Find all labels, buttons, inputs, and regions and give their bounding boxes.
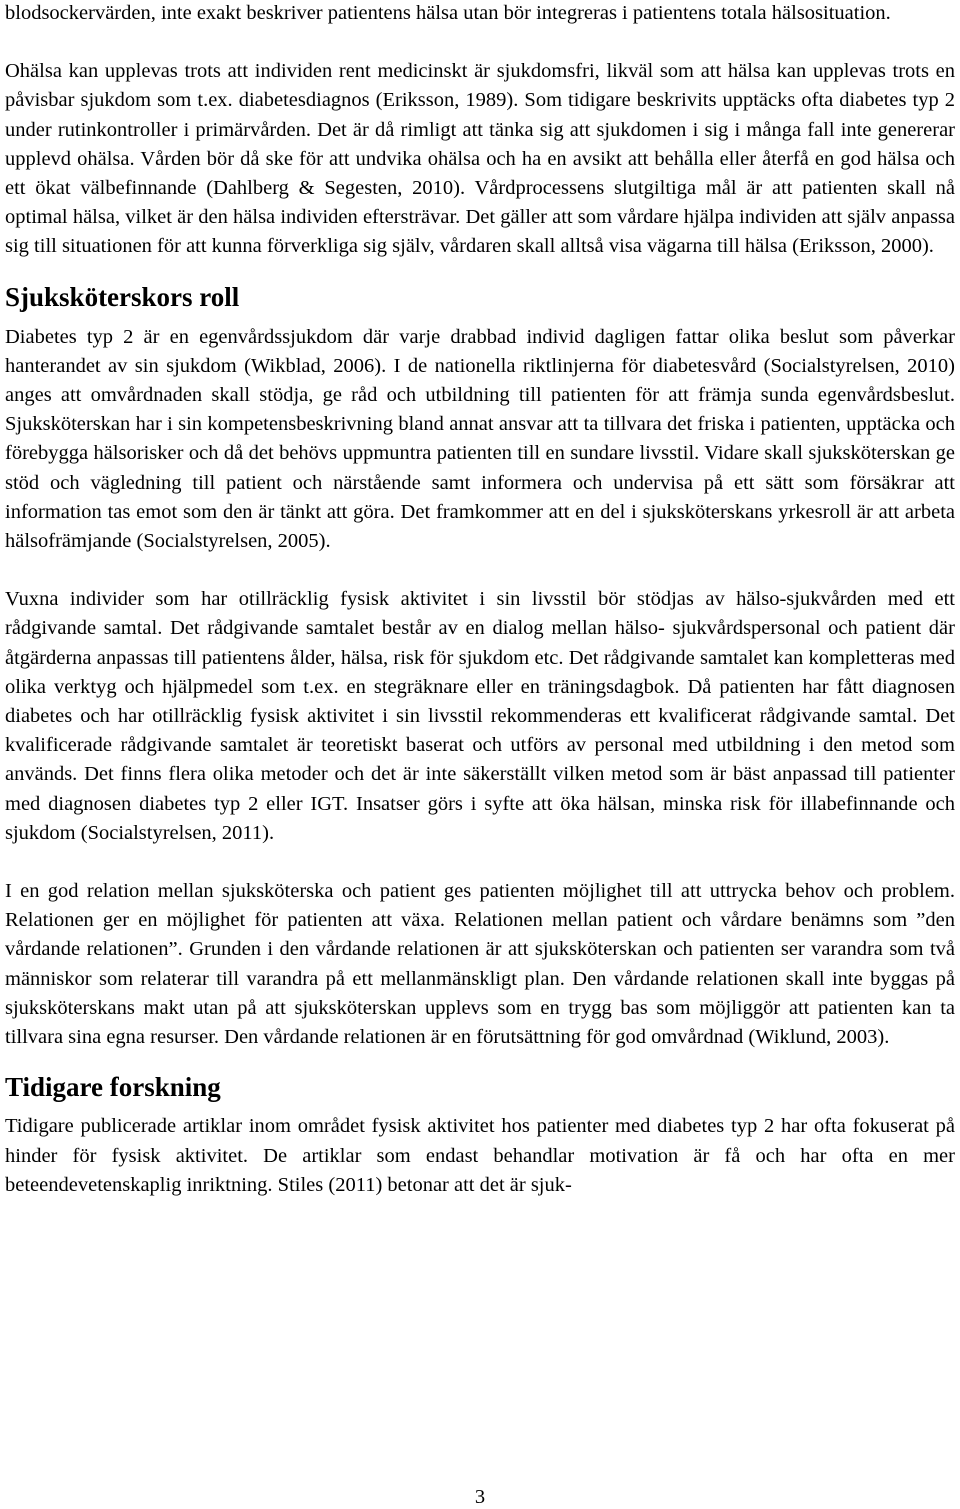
paragraph-radgivande-samtal: Vuxna individer som har otillräcklig fysisk aktivitet i sin livsstil bör stödjas av hälso-sjukvården med ett rådgivande samtal. Det rådgivande samtalet består av en dialog mellan hälso- sjukvårdspersonal och patient där åtgärderna anpassas till patientens ålder, hälsa, risk för sjukdom etc. Det rådgivande samtalet kan kompletteras med olika verktyg och hjälpmedel som t.ex. en stegräknare eller en träningsdagbok. Då patienten har fått diagnosen diabetes och har otillräcklig fysisk aktivitet i sin livsstil rekommenderas ett kvalificerat rådgivande samtal. Det kvalificerade rådgivande samtalet är teoretiskt baserat och utförs av personal med utbildning i den metod som används. Det finns flera olika metoder och det är inte säkerställt vilken metod som är bäst anpassad till patienter med diagnosen diabetes typ 2 eller IGT. Insatser görs i syfte att öka hälsan, minska risk för illabefinnande och sjukdom (Socialstyrelsen, 2011). [5,588,955,844]
paragraph-ohalsa: Ohälsa kan upplevas trots att individen rent medicinskt är sjukdomsfri, likväl som att hälsa kan upplevas trots en påvisbar sjukdom som t.ex. diabetesdiagnos (Eriksson, 1989). Som tidigare beskrivits upptäcks ofta diabetes typ 2 under rutinkontroller i primärvården. Det är då rimligt att tänka sig att sjukdomen i sig i många fall inte genererar upplevd ohälsa. Vården bör då ske för att undvika ohälsa och ha en avsikt att behålla eller återfå en god hälsa och ett ökat välbefinnande (Dahlberg & Segesten, 2010). Vårdprocessens slutgiltiga mål är att patienten skall nå optimal hälsa, vilket är den hälsa individen eftersträvar. Det gäller att som vårdare hjälpa individen att själv anpassa sig till situationen för att kunna förverkliga sig själv, vårdaren skall alltså visa vägarna till hälsa (Eriksson, 2000). [5,60,955,258]
heading-sjukskoterskors-roll: Sjuksköterskors roll [5,281,240,312]
paragraph-vardande-relation: I en god relation mellan sjuksköterska och patient ges patienten möjlighet till att uttrycka behov och problem. Relationen ger en möjlighet för patienten att växa. Relationen mellan patient och vårdare benämns som ”den vårdande relationen”. Grunden i den vårdande relationen är att sjuksköterskan och patienten ser varandra som två människor som relaterar till varandra på ett mellanmänskligt plan. Den vårdande relationen skall inte byggas på sjuksköterskans makt utan på att sjuksköterskan upplevs som en trygg bas som möjliggör att patienten kan ta tillvara sina egna resurser. Den vårdande relationen är en förutsättning för god omvårdnad (Wiklund, 2003). [5,880,955,1049]
document-page [5,0,955,1200]
page-number: 3 [474,1486,486,1508]
paragraph-tidigare-forskning: Tidigare publicerade artiklar inom området fysisk aktivitet hos patienter med diabetes typ 2 har ofta fokuserat på hinder för fysisk aktivitet. De artiklar som endast behandlar motivation är få och har ofta en mer beteendevetenskaplig inriktning. Stiles (2011) betonar att det är sjuk- [5,1115,955,1196]
heading-tidigare-forskning: Tidigare forskning [5,1072,221,1103]
paragraph-diabetes-egenvard: Diabetes typ 2 är en egenvårdssjukdom där varje drabbad individ dagligen fattar olika beslut som påverkar hanterandet av sin sjukdom (Wikblad, 2006). I de nationella riktlinjerna för diabetesvård (Socialstyrelsen, 2010) anges att omvårdnaden skall stödja, ge råd och utbildning till patienten för att främja sunda egenvårdsbeslut. Sjuksköterskan har i sin kompetensbeskrivning bland annat ansvar att ta tillvara det friska i patienten, upptäcka och förebygga hälsorisker och då det behövs uppmuntra patienten till en sundare livsstil. Vidare skall sjuksköterskan ge stöd och vägledning till patient och närstående samt informera och undervisa på ett sätt som försäkrar att information tas emot som den är tänkt att göra. Det framkommer att en del i sjuksköterskans yrkesroll är att arbeta hälsofrämjande (Socialstyrelsen, 2005). [5,325,955,553]
paragraph-intro-continuation: blodsockervärden, inte exakt beskriver patientens hälsa utan bör integreras i patientens totala hälsosituation. [5,2,891,24]
